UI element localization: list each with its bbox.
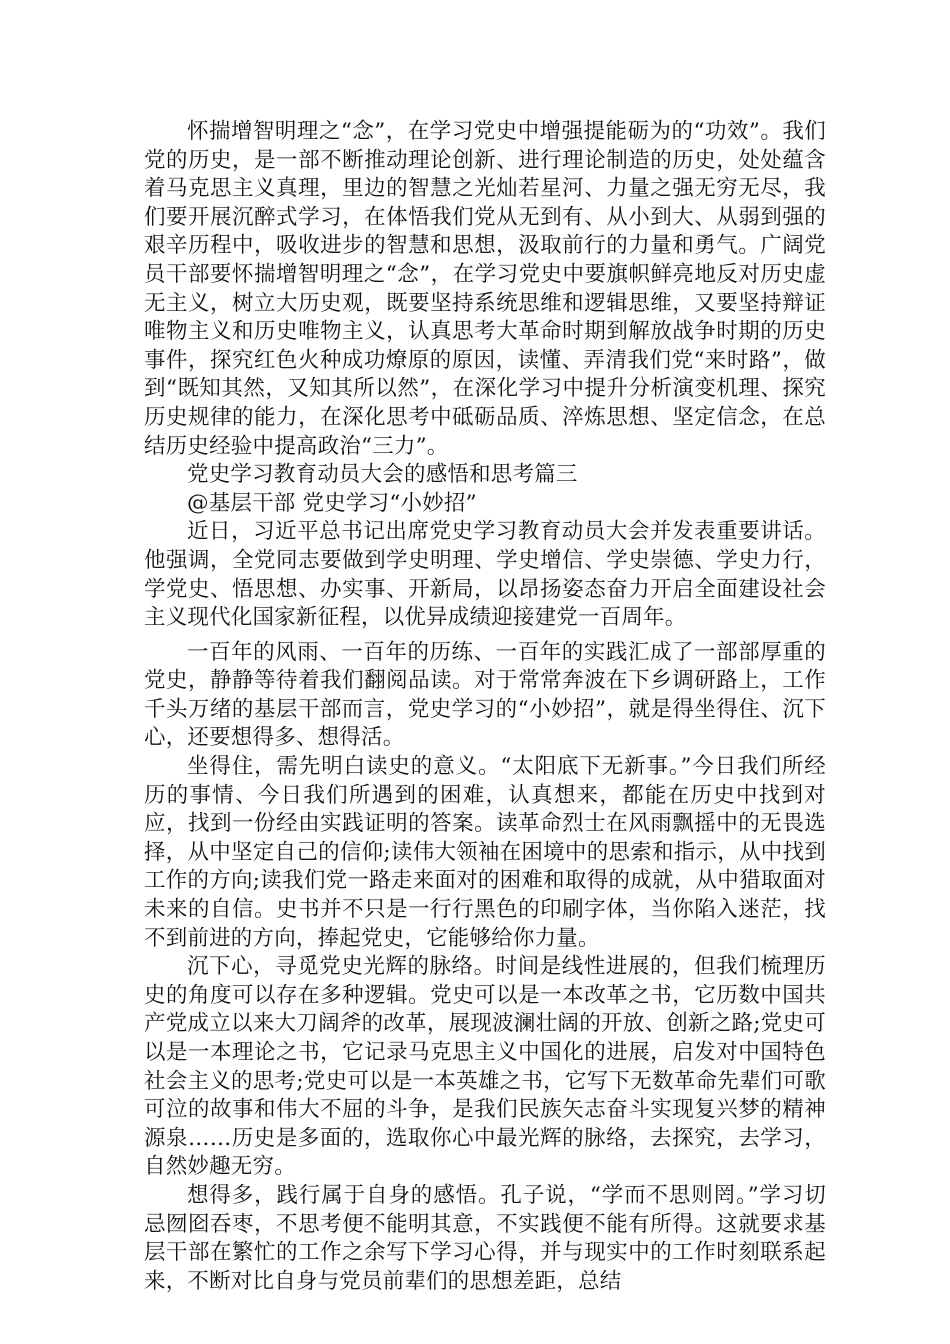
paragraph-body-2: 一百年的风雨、一百年的历练、一百年的实践汇成了一部部厚重的党史，静静等待着我们翻阅品读。对于常常奔波在下乡调研路上，工作千头万绪的基层干部而言，党史学习的“小妙招”，就是得坐得住、沉下心，还要想得多、想得活。 [144, 639, 826, 751]
paragraph-body-3: 坐得住，需先明白读史的意义。“太阳底下无新事。”今日我们所经历的事情、今日我们所遇到的困难，认真想来，都能在历史中找到对应，找到一份经由实践证明的答案。读革命烈士在风雨飘摇中的无畏选择，从中坚定自己的信仰;读伟大领袖在困境中的思索和指示，从中找到工作的方向;读我们党一路走来面对的困难和取得的成就，从中猎取面对未来的自信。史书并不只是一行行黑色的印刷字体，当你陷入迷茫，找不到前进的方向，捧起党史，它能够给你力量。 [144, 754, 826, 951]
section-subtitle: @基层干部 党史学习“小妙招” [187, 490, 477, 516]
paragraph-intro: 怀揣增智明理之“念”，在学习党史中增强提能砺为的“功效”。我们党的历史，是一部不断推动理论创新、进行理论制造的历史，处处蕴含着马克思主义真理，里边的智慧之光灿若星河、力量之强无穷无尽，我们要开展沉醉式学习，在体悟我们党从无到有、从小到大、从弱到强的艰辛历程中，吸收进步的智慧和思想，汲取前行的力量和勇气。广阔党员干部要怀揣增智明理之“念”，在学习党史中要旗帜鲜亮地反对历史虚无主义，树立大历史观，既要坚持系统思维和逻辑思维，又要坚持辩证唯物主义和历史唯物主义，认真思考大革命时期到解放战争时期的历史事件，探究红色火种成功燎原的原因，读懂、弄清我们党“来时路”，做到“既知其然，又知其所以然”，在深化学习中提升分析演变机理、探究历史规律的能力，在深化思考中砥砺品质、淬炼思想、坚定信念，在总结历史经验中提高政治“三力”。 [144, 119, 826, 459]
paragraph-body-5: 想得多，践行属于自身的感悟。孔子说，“学而不思则罔。”学习切忌囫囵吞枣，不思考便不能明其意，不实践便不能有所得。这就要求基层干部在繁忙的工作之余写下学习心得，并与现实中的工作时刻联系起来，不断对比自身与党员前辈们的思想差距，总结 [144, 1182, 826, 1294]
paragraph-body-1: 近日，习近平总书记出席党史学习教育动员大会并发表重要讲话。他强调，全党同志要做到学史明理、学史增信、学史崇德、学史力行，学党史、悟思想、办实事、开新局，以昂扬姿态奋力开启全面建设社会主义现代化国家新征程，以优异成绩迎接建党一百周年。 [144, 519, 826, 631]
section-title: 党史学习教育动员大会的感悟和思考篇三 [187, 462, 578, 488]
paragraph-body-4: 沉下心，寻觅党史光辉的脉络。时间是线性进展的，但我们梳理历史的角度可以存在多种逻辑。党史可以是一本改革之书，它历数中国共产党成立以来大刀阔斧的改革，展现波澜壮阔的开放、创新之路;党史可以是一本理论之书，它记录马克思主义中国化的进展，启发对中国特色社会主义的思考;党史可以是一本英雄之书，它写下无数革命先辈们可歌可泣的故事和伟大不屈的斗争，是我们民族矢志奋斗实现复兴梦的精神源泉……历史是多面的，选取你心中最光辉的脉络，去探究，去学习，自然妙趣无穷。 [144, 954, 826, 1180]
document-body [144, 118, 826, 1296]
